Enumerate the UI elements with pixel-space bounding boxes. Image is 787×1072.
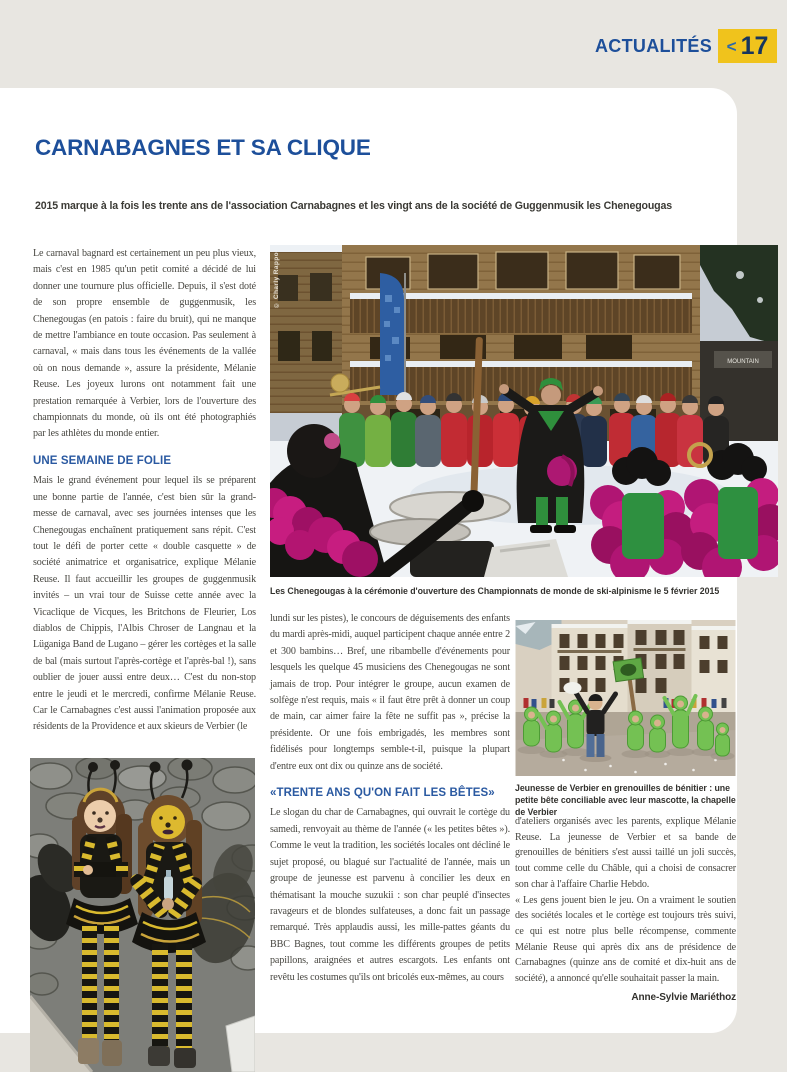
- main-photo-caption: Les Chenegougas à la cérémonie d'ouverture des Championnats de monde de ski-alpinisme le 5 février 2015: [270, 586, 720, 596]
- page-number-box: [718, 29, 777, 63]
- section-label: ACTUALITÉS: [595, 35, 712, 56]
- page-number-separator: <: [726, 36, 737, 56]
- col2-body-start: lundi sur les pistes), le concours de déguisements des enfants du mardi après-midi, auquel participent chaque année entre 2 et 300 bambins… Bref, une ribambelle d'événements pour lesquels les quelque 45 musiciens des Chenegougas ne sont jamais de trop. Pour intégrer le groupe, aucun examen de solfège n'est requis, mais « il faut être prêt à donner un coup de main, car aimer faire la fête ne suffit pas », précise la présidente. Or une fois embrigadés, les membres sont fidélisés pour longtemps semble-t-il, puisque la plupart d'entre eux ont dix ou quinze ans de société.: [270, 613, 510, 772]
- col1-body: Mais le grand événement pour lequel ils se préparent une bonne partie de l'année, c'est bien sûr la grand-messe de carnaval, avec ses journées intenses que les Chenegougas enchaînent pratiquement sans répit. C'est tout le défi de porter cette « double casquette » de société animatrice et organisatrice, explique Mélanie Reuse. Il faut accueillir les groupes de guggenmusik invités – un vrai tour de Suisse cette année avec la Vicaclique de Vicques, les Britchons de Fleurier, Los diablos de Chippis, l'Albis Chroser de Langnau et la Lüganiga Band de Lugano – gérer les cortèges et la salle de bal (mais surtout l'après-cortège et l'après-bal !), sans oublier de jouer aussi entre deux… C'est du non-stop entre le jeudi et le mercredi, confirme Mélanie Reuse. Car le Carnabagnes c'est aussi l'animation proposée aux résidents de la Providence et aux skieurs de Verbier (le: [33, 475, 256, 733]
- photo-credit: © Charly Rappo: [273, 252, 280, 309]
- section-heading-trente-ans: «TRENTE ANS QU'ON FAIT LES BÊTES»: [270, 787, 495, 800]
- frogs-photo-caption: Jeunesse de Verbier en grenouilles de bénitier : une petite bête conciliable avec leur mascotte, la chapelle de Verbier: [515, 783, 736, 817]
- byline: Anne-Sylvie Mariéthoz: [631, 991, 736, 1003]
- bees-photo-two-girls: [30, 758, 255, 1072]
- column-3: [515, 814, 736, 1005]
- section-heading-une-semaine-de-folie: UNE SEMAINE DE FOLIE: [33, 454, 172, 467]
- col3-quote: « Les gens jouent bien le jeu. On a vraiment le soutien des sociétés locales et le cortège est toujours très suivi, ce qui est notre plus belle récompense, commente Mélanie Reuse qui après dix ans de présidence de Carnabagnes (quinze ans de comité et dix-huit ans de société), a annoncé qu'elle souhaitait passer la main.: [515, 894, 736, 985]
- col3-body: d'ateliers organisés avec les parents, explique Mélanie Reuse. La jeunesse de Verbier et sa bande de grenouilles de bénitiers s'est aussi taillé un joli succès, tout comme celle du Châble, qui a choisi de consacrer son char à l'affaire Charlie Hebdo.: [515, 816, 736, 890]
- intro-paragraph: Le carnaval bagnard est certainement un peu plus vieux, mais c'est en 1985 qu'un petit comité a décidé de lui donner une tournure plus officielle. Depuis, il s'est doté de son propre ensemble de guggenmusik, les Chenegougas (en patois : faire du bruit), qui ne manque de mettre l'ambiance en toute occasion. Pas seulement à carnaval, « mais dans tous les événements de la vallée où on nous demande », assure la présidente, Mélanie Reuse. Les joyeux lurons ont notamment fait une prestation remarquée à Verbier, lors de l'ouverture des championnats du monde, où ils ont été photographiés par les athlètes du monde entier.: [33, 248, 256, 440]
- mountain-sign-text: MOUNTAIN: [727, 359, 759, 365]
- column-2: [270, 611, 510, 986]
- main-photo-chenegougas: [270, 245, 778, 577]
- page-number: 17: [740, 31, 769, 60]
- frogs-photo-jeunesse-verbier: [515, 620, 736, 776]
- column-1: [33, 246, 256, 736]
- article-title: CARNABAGNES ET SA CLIQUE: [35, 135, 371, 160]
- article-standfirst: 2015 marque à la fois les trente ans de l'association Carnabagnes et les vingt ans de la société de Guggenmusik les Chenegougas: [35, 200, 672, 212]
- col2-body: Le slogan du char de Carnabagnes, qui ouvrait le cortège du samedi, renvoyait au thème de l'année (« les petites bêtes »). Comme le veut la tradition, les sociétés locales ont décliné le sujet proposé, ou blagué sur l'actualité de l'année, mais un groupe de jeunesse est parvenu à concilier les deux en thématisant la mouche suzukii : son char peuplé d'insectes ravageurs et de blondes sulfateuses, a donc fait un passage remarqué. Très applaudis aussi, les mille-pattes géants du BBC Bagnes, tout comme les différents groupes de petits papillons, araignées et autres escargots. Les enfants ont revêtu les costumes qu'ils ont bricolés eux-mêmes, au cours: [270, 807, 510, 983]
- page-header: [0, 28, 777, 64]
